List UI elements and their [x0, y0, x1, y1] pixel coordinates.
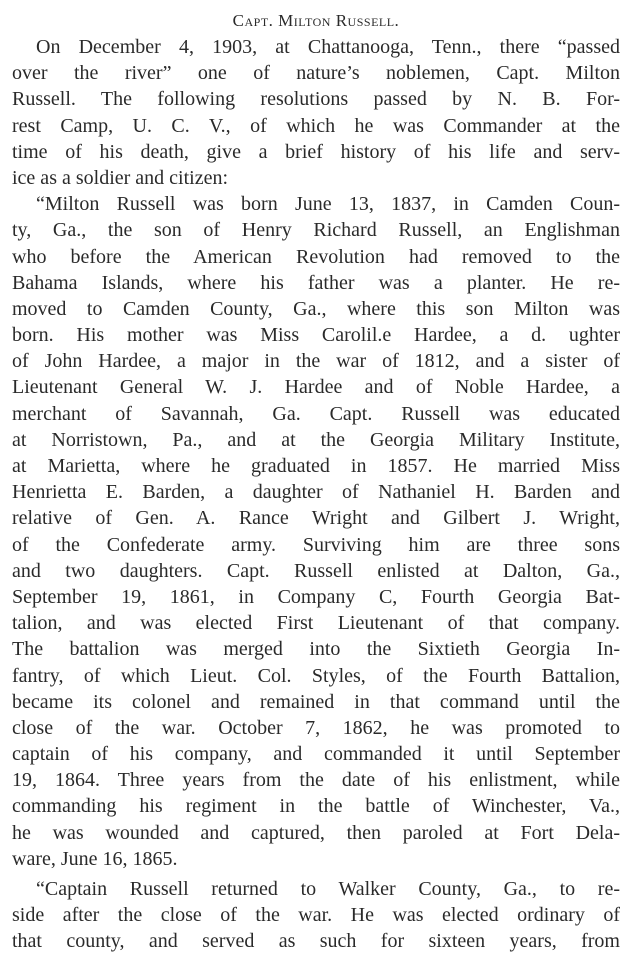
text-line: Henrietta E. Barden, a daughter of Nathaniel H. Barden and [12, 481, 620, 504]
text-line: that county, and served as such for sixteen years, from [12, 930, 620, 953]
text-line: close of the war. October 7, 1862, he was promoted to [12, 716, 620, 739]
text-line: September 19, 1861, in Company C, Fourth Georgia Bat- [12, 585, 620, 608]
text-line: at Norristown, Pa., and at the Georgia Military Institute, [12, 428, 620, 451]
text-line: and two daughters. Capt. Russell enlisted at Dalton, Ga., [12, 559, 620, 582]
text-line: became its colonel and remained in that command until the [12, 690, 620, 713]
text-line: 19, 1864. Three years from the date of his enlistment, while [12, 769, 620, 792]
article-title-text: Capt. Milton Russell. [232, 11, 400, 30]
text-line: “Milton Russell was born June 13, 1837, in Camden Coun- [36, 193, 620, 216]
text-line: ice as a soldier and citizen: [12, 166, 229, 189]
text-line: talion, and was elected First Lieutenant of that company. [12, 612, 620, 635]
text-line: of the Confederate army. Surviving him are three sons [12, 533, 620, 556]
text-line: Russell. The following resolutions passed by N. B. For- [12, 88, 620, 111]
article-title [12, 8, 620, 34]
text-line: moved to Camden County, Ga., where this son Milton was [12, 297, 620, 320]
text-line: he was wounded and captured, then paroled at Fort Dela- [12, 821, 620, 844]
text-line: Bahama Islands, where his father was a planter. He re- [12, 271, 620, 294]
text-line: born. His mother was Miss Carolil.e Hardee, a d. ughter [12, 324, 620, 347]
text-line: over the river” one of nature’s noblemen, Capt. Milton [12, 62, 620, 85]
paragraph-resolution-return [12, 876, 620, 955]
text-line: merchant of Savannah, Ga. Capt. Russell was educated [12, 402, 620, 425]
document-page [12, 0, 620, 955]
text-line: commanding his regiment in the battle of Winchester, Va., [12, 795, 620, 818]
text-line: Lieutenant General W. J. Hardee and of Noble Hardee, a [12, 376, 620, 399]
text-line: time of his death, give a brief history of his life and serv- [12, 140, 620, 163]
text-line: who before the American Revolution had removed to the [12, 245, 620, 268]
text-line: rest Camp, U. C. V., of which he was Commander at the [12, 114, 620, 137]
text-line: ty, Ga., the son of Henry Richard Russell, an Englishman [12, 219, 620, 242]
paragraph-resolution-biography [12, 191, 620, 872]
text-line: of John Hardee, a major in the war of 1812, and a sister of [12, 350, 620, 373]
text-line: fantry, of which Lieut. Col. Styles, of the Fourth Battalion, [12, 664, 620, 687]
text-line: captain of his company, and commanded it until September [12, 743, 620, 766]
text-line: side after the close of the war. He was elected ordinary of [12, 904, 620, 927]
text-line: On December 4, 1903, at Chattanooga, Tenn., there “passed [36, 36, 620, 58]
text-line: ware, June 16, 1865. [12, 847, 178, 870]
paragraph-intro [12, 34, 620, 191]
text-line: The battalion was merged into the Sixtieth Georgia In- [12, 638, 620, 661]
text-line: “Captain Russell returned to Walker County, Ga., to re- [36, 878, 620, 900]
text-line: at Marietta, where he graduated in 1857. He married Miss [12, 455, 620, 477]
text-line: relative of Gen. A. Rance Wright and Gilbert J. Wright, [12, 507, 620, 530]
